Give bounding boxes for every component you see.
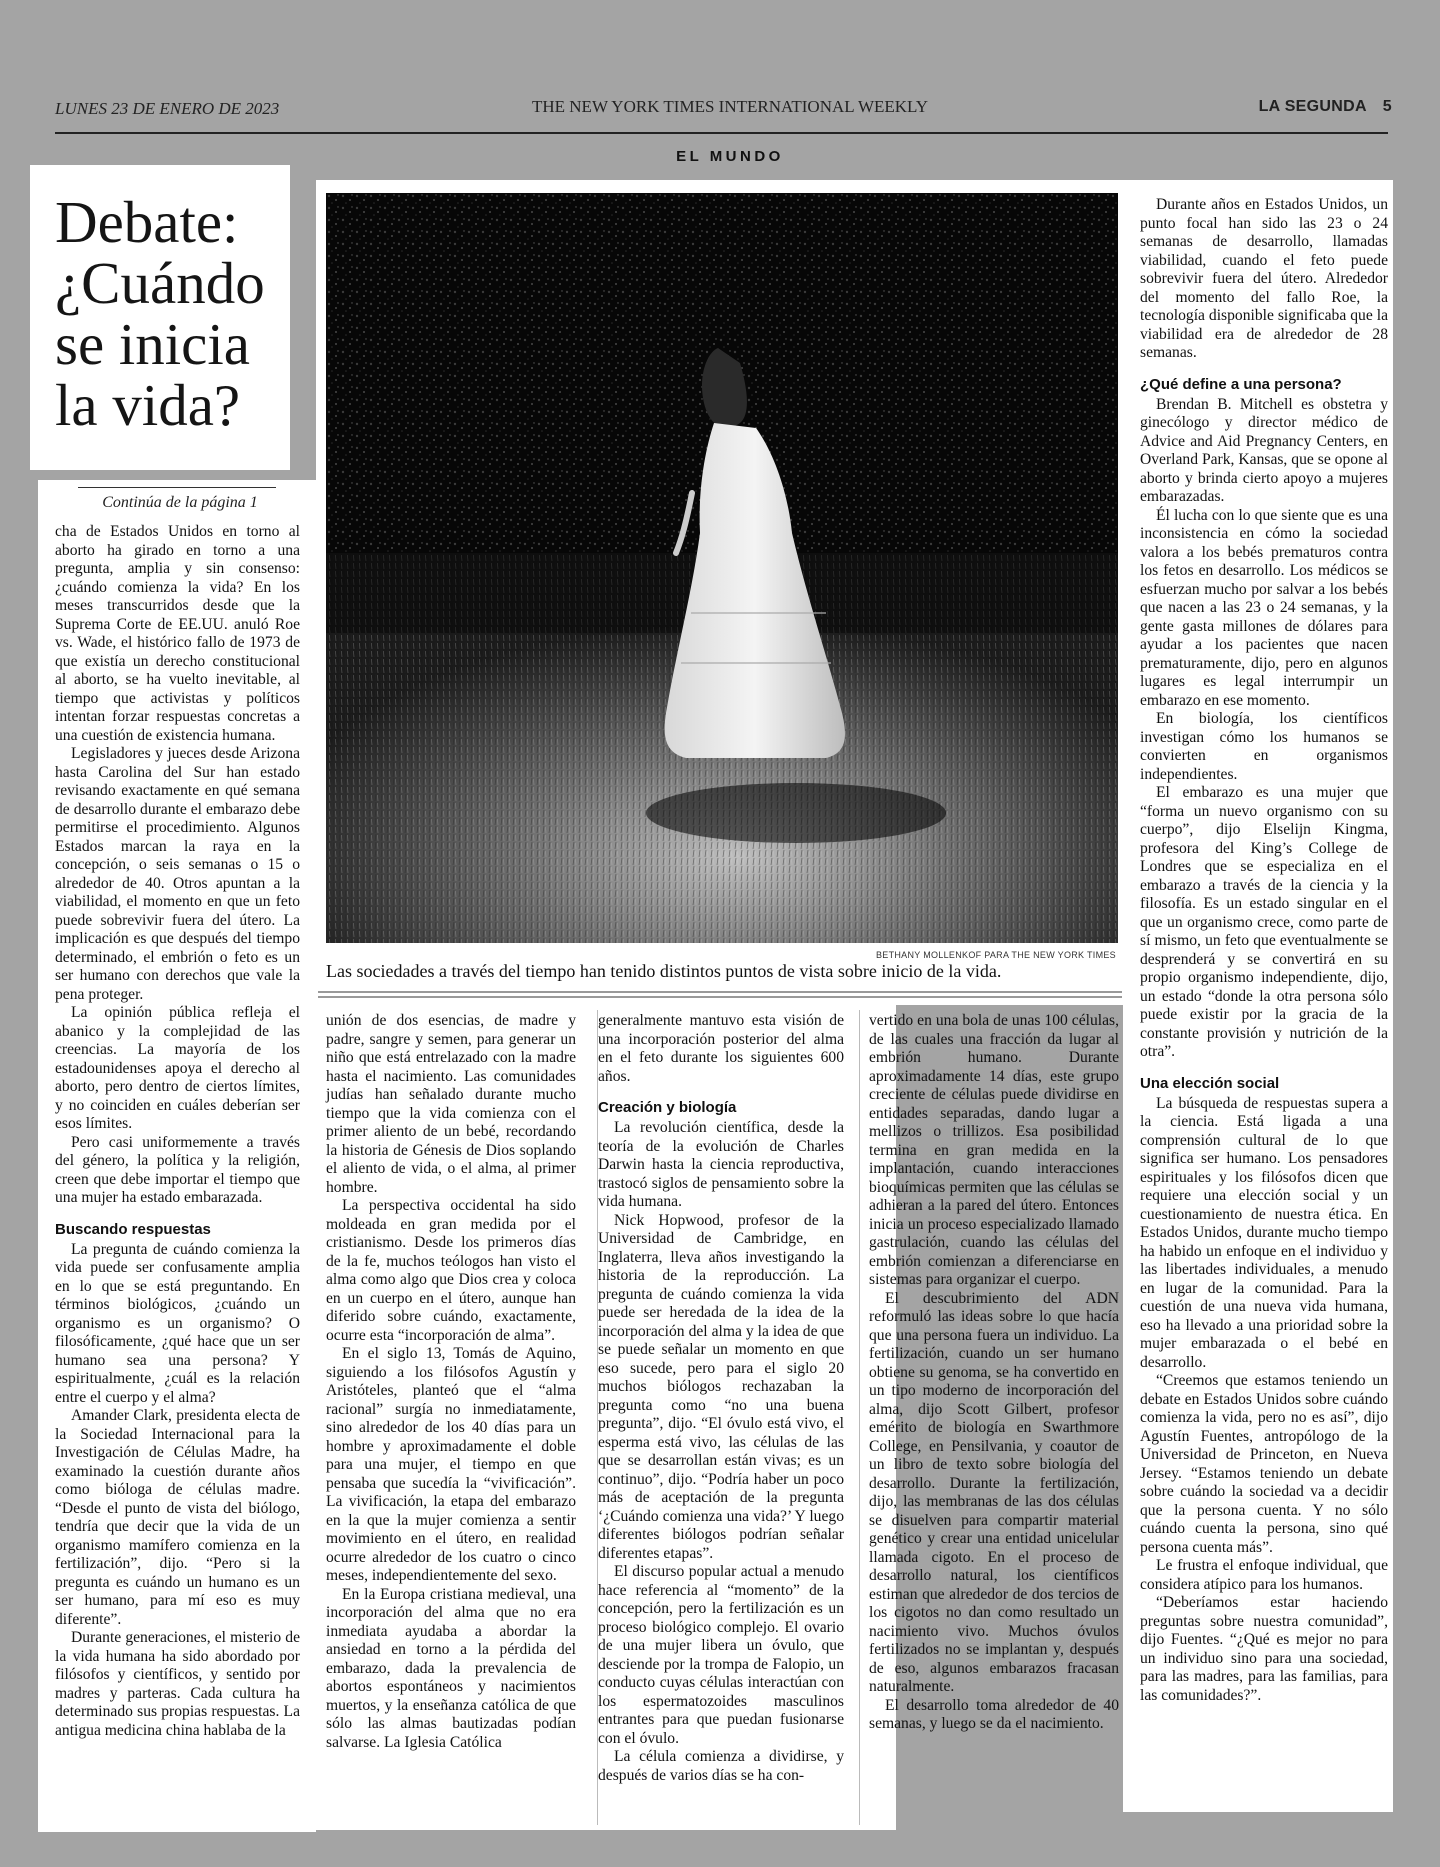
paragraph: vertido en una bola de unas 100 células, de las cuales una fracción da lugar al embrión humano. Durante aproximadamente 14 días, este grupo creciente de células puede dividirse en entidades separadas, dando lugar a mellizos o trillizos. Esa posibilidad termina en gran medida en la implantación, cuando interacciones bioquímicas permiten que las células se adhieran a la pared del útero. Entonces inicia un proceso especializado llamado gastrulación, cuando las células del embrión comienzan a diferenciarse en sistemas para organizar el cuerpo. [869, 1012, 1119, 1288]
headline: Debate: ¿Cuándo se inicia la vida? [55, 189, 265, 438]
photo-credit: BETHANY MOLLENKOF PARA THE NEW YORK TIMES [875, 950, 1116, 960]
subheading: Creación y biología [598, 1099, 737, 1116]
paragraph: Nick Hopwood, profesor de la Universidad de Cambridge, en Inglaterra, lleva años investigando la historia de la reproducción. La pregunta de cuándo comienza la vida puede ser heredada de la idea de la incorporación del alma y la idea de que se puede señalar un momento en que eso sucede, pero para el siglo 20 muchos biólogos rechazaban la pregunta como “no una buena pregunta”, dijo. “El óvulo está vivo, el esperma está vivo, las células de las que se desarrollan están vivas; es un continuo”, dijo. “Podría haber un poco más de aceptación de la pregunta ‘¿Cuándo comienza una vida?’ Y luego diferentes biólogos podrían señalar diferentes etapas”. [598, 1211, 844, 1562]
paragraph: La perspectiva occidental ha sido moldeada en gran medida por el cristianismo. Desde los primeros días de la fe, muchos teólogos han visto el alma como algo que Dios crea y coloca en un cuerpo en el útero, aunque han diferido sobre cuándo, exactamente, ocurre esta “incorporación de alma”. [326, 1197, 576, 1344]
paragraph: La pregunta de cuándo comienza la vida puede ser confusamente amplia en lo que se está preguntando. En términos biológicos, ¿cuándo un organismo es un organismo? O filosóficamente, ¿qué hace que un ser humano sea una persona? Y espiritualmente, ¿cuál es la relación entre el cuerpo y el alma? [55, 1240, 300, 1406]
section-name: LA SEGUNDA [1258, 98, 1367, 115]
article-column-2 [326, 1012, 576, 1752]
paragraph: Legisladores y jueces desde Arizona hasta Carolina del Sur han estado revisando exactamente en qué semana de desarrollo durante el embarazo debe permitirse el procedimiento. Algunos Estados marcan la raya en la concepción, o seis semanas o 15 o alrededor de 40. Otros apuntan a la viabilidad, el momento en que un feto puede sobrevivir fuera del útero. La implicación es que después del tiempo determinado, el embrión o feto es un ser humano con derechos que vale la pena proteger. [55, 745, 300, 1003]
header-rule [55, 132, 1388, 134]
paragraph: Durante generaciones, el misterio de la vida humana ha sido abordado por filósofos y científicos, y sentido por madres y parteras. Cada cultura ha determinado sus propias respuestas. La antigua medicina china hablaba de la [55, 1629, 300, 1739]
article-column-4 [869, 1012, 1119, 1734]
paragraph: Le frustra el enfoque individual, que considera atípico para los humanos. [1140, 1557, 1388, 1593]
paragraph: La célula comienza a dividirse, y después de varios días se ha con- [598, 1748, 844, 1784]
article-column-5 [1140, 196, 1388, 1705]
paragraph: Amander Clark, presidenta electa de la Sociedad Internacional para la Investigación de Células Madre, ha examinado la cuestión durante años como bióloga de células madre. “Desde el punto de vista del biólogo, tendría que decir que la vida de un organismo mamífero comienza en la fertilización”, dijo. “Pero si la pregunta es cuándo un humano es un ser humano, para mí eso es muy diferente”. [55, 1407, 300, 1628]
paragraph: Durante años en Estados Unidos, un punto focal han sido las 23 o 24 semanas de desarrollo, llamadas viabilidad, cuando el feto puede sobrevivir fuera del útero. Alrededor del momento del fallo Roe, la tecnología disponible significaba que la viabilidad era de alrededor de 28 semanas. [1140, 196, 1388, 361]
paragraph: “Creemos que estamos teniendo un debate en Estados Unidos sobre cuándo comienza la vida, pero no es así”, dijo Agustín Fuentes, antropólogo de la Universidad de Princeton, en Nueva Jersey. “Estamos teniendo un debate sobre cuándo la sociedad va a decidir que la persona cuenta. Y no sólo cuándo cuenta la persona, sino qué persona cuenta más”. [1140, 1372, 1388, 1556]
paragraph: En la Europa cristiana medieval, una incorporación del alma que no era inmediata ayudaba a abordar la ansiedad en torno a la pérdida del embarazo, dada la prevalencia de abortos espontáneos y nacimientos muertos, y la enseñanza católica de que sólo las almas bautizadas podían salvarse. La Iglesia Católica [326, 1585, 576, 1751]
page-number: 5 [1382, 98, 1392, 115]
subheading: ¿Qué define a una persona? [1140, 375, 1342, 393]
article-photo [326, 193, 1118, 943]
section-page-label [1259, 98, 1392, 116]
paragraph: La revolución científica, desde la teoría de la evolución de Charles Darwin hasta la ciencia reproductiva, trastocó siglos de pensamiento sobre la vida humana. [598, 1119, 844, 1210]
paragraph: La búsqueda de respuestas supera a la ciencia. Está ligada a una comprensión cultural de lo que significa ser humano. Los pensadores espirituales y los filósofos dicen que requiere una elección social y un cuestionamiento de nuestra ética. En Estados Unidos, durante mucho tiempo ha habido un enfoque en el individuo y las libertades individuales, a menudo en lugar de la comunidad. Para la cuestión de una nueva vida humana, eso ha llevado a una prioridad sobre la mujer embarazada o el bebé en desarrollo. [1140, 1094, 1388, 1371]
caption-rule [318, 996, 1122, 998]
photo-caption: Las sociedades a través del tiempo han tenido distintos puntos de vista sobre inicio de la vida. [326, 961, 1002, 981]
paragraph: unión de dos esencias, de madre y padre, sangre y semen, para generar un niño que está entrelazado con la madre hasta el nacimiento. Las comunidades judías han señalado durante mucho tiempo que la vida comienza con el primer aliento de un bebé, recordando la historia de Génesis de Dios soplando el aliento de vida, o el alma, al primer hombre. [326, 1012, 576, 1196]
paragraph: La opinión pública refleja el abanico y la complejidad de las creencias. La mayoría de los estadounidenses apoya el derecho al aborto, pero dentro de ciertos límites, y no coinciden en cuáles deberían ser esos límites. [55, 1004, 300, 1132]
subheading: Buscando respuestas [55, 1220, 211, 1238]
caption-rule [318, 991, 1122, 993]
paragraph: En el siglo 13, Tomás de Aquino, siguiendo a los filósofos Agustín y Aristóteles, planteó que el “alma racional” surgía no inmediatamente, sino alrededor de los 40 días para un hombre y aproximadamente el doble para una mujer, el tiempo en que pensaba que sucedía la “vivificación”. La vivificación, la etapa del embarazo en la que la mujer comienza a sentir movimiento en el útero, en realidad ocurre alrededor de los cuatro o cinco meses, independientemente del sexo. [326, 1345, 576, 1584]
paragraph: generalmente mantuvo esta visión de una incorporación posterior del alma en el feto durante los siguientes 600 años. [598, 1012, 844, 1085]
paragraph: El descubrimiento del ADN reformuló las ideas sobre lo que hacía que una persona fuera un individuo. La fertilización, cuando un ser humano obtiene su genoma, se ha convertido en un tipo moderno de incorporación del alma, dijo Scott Gilbert, profesor emérito de biología en Swarthmore College, en Pensilvania, y coautor de un libro de texto sobre biología del desarrollo. Durante la fertilización, dijo, las membranas de las dos células se disuelven para compartir material genético y crear una entidad unicelular llamada cigoto. En el proceso de desarrollo natural, los científicos estiman que alrededor de dos tercios de los cigotos no dan como resultado un nacimiento vivo. Muchos óvulos fertilizados no se implantan y, después de eso, algunos embarazos fracasan naturalmente. [869, 1289, 1119, 1695]
article-column-3 [598, 1012, 844, 1785]
issue-date: LUNES 23 DE ENERO DE 2023 [55, 99, 280, 118]
paragraph: Brendan B. Mitchell es obstetra y ginecólogo y director médico de Advice and Aid Pregnancy Centers, en Overland Park, Kansas, que se opone al aborto y brinda cierto apoyo a mujeres embarazadas. [1140, 395, 1388, 505]
continued-from-label: Continúa de la página 1 [102, 494, 258, 511]
paragraph: Él lucha con lo que siente que es una inconsistencia en cómo la sociedad valora a los bebés prematuros contra los fetos en desarrollo. Los médicos se esfuerzan mucho por salvar a los bebés que nacen a las 23 o 24 semanas, y la gente gasta millones de dólares para ayudar a los pacientes que nacen prematuramente, dijo, pero en algunos lugares es legal interrumpir un embarazo en ese momento. [1140, 506, 1388, 709]
continued-rule [78, 487, 276, 488]
paragraph: “Deberíamos estar haciendo preguntas sobre nuestra comunidad”, dijo Fuentes. “¿Qué es mejor no para un individuo sino para una sociedad, para las madres, para las familias, para las comunidades?”. [1140, 1594, 1388, 1704]
paragraph: El discurso popular actual a menudo hace referencia al “momento” de la concepción, pero la fertilización es un proceso biológico complejo. El ovario de una mujer libera un óvulo, que desciende por la trompa de Falopio, un conducto cuyas células interactúan con los espermatozoides masculinos entrantes para que puedan fusionarse con el óvulo. [598, 1563, 844, 1747]
paragraph: En biología, los científicos investigan cómo los humanos se convierten en organismos independientes. [1140, 710, 1388, 783]
paragraph: El desarrollo toma alrededor de 40 semanas, y luego se da el nacimiento. [869, 1696, 1119, 1732]
publication-name: THE NEW YORK TIMES INTERNATIONAL WEEKLY [531, 97, 928, 116]
paragraph: cha de Estados Unidos en torno al aborto ha girado en torno a una pregunta, amplia y sin consenso: ¿cuándo comienza la vida? En los meses transcurridos desde que la Suprema Corte de EE.UU. anuló Roe vs. Wade, el histórico fallo de 1973 de que existía un derecho constitucional al aborto, se ha vuelto inevitable, al tiempo que activistas y políticos intentan forzar respuestas concretas a una cuestión de existencia humana. [55, 523, 300, 744]
section-label: EL MUNDO [676, 148, 784, 165]
paragraph: El embarazo es una mujer que “forma un nuevo organismo con su cuerpo”, dijo Elselijn Kingma, profesora del King’s College de Londres que se especializa en el embarazo a través de la ciencia y la filosofía. Es un estado singular en el que un organismo crece, como parte de sí mismo, un feto que eventualmente se desprenderá y se convertirá en su propio organismo independiente, dijo, un estado “donde la otra persona sólo puede existir por la gracia de la constante provisión y nutrición de la otra”. [1140, 784, 1388, 1060]
article-column-1 [55, 523, 300, 1740]
column-divider [859, 1010, 860, 1825]
subheading: Una elección social [1140, 1074, 1280, 1092]
paragraph: Pero casi uniformemente a través del género, la política y la religión, creen que debe importar el tiempo que una mujer ha estado embarazada. [55, 1133, 300, 1206]
